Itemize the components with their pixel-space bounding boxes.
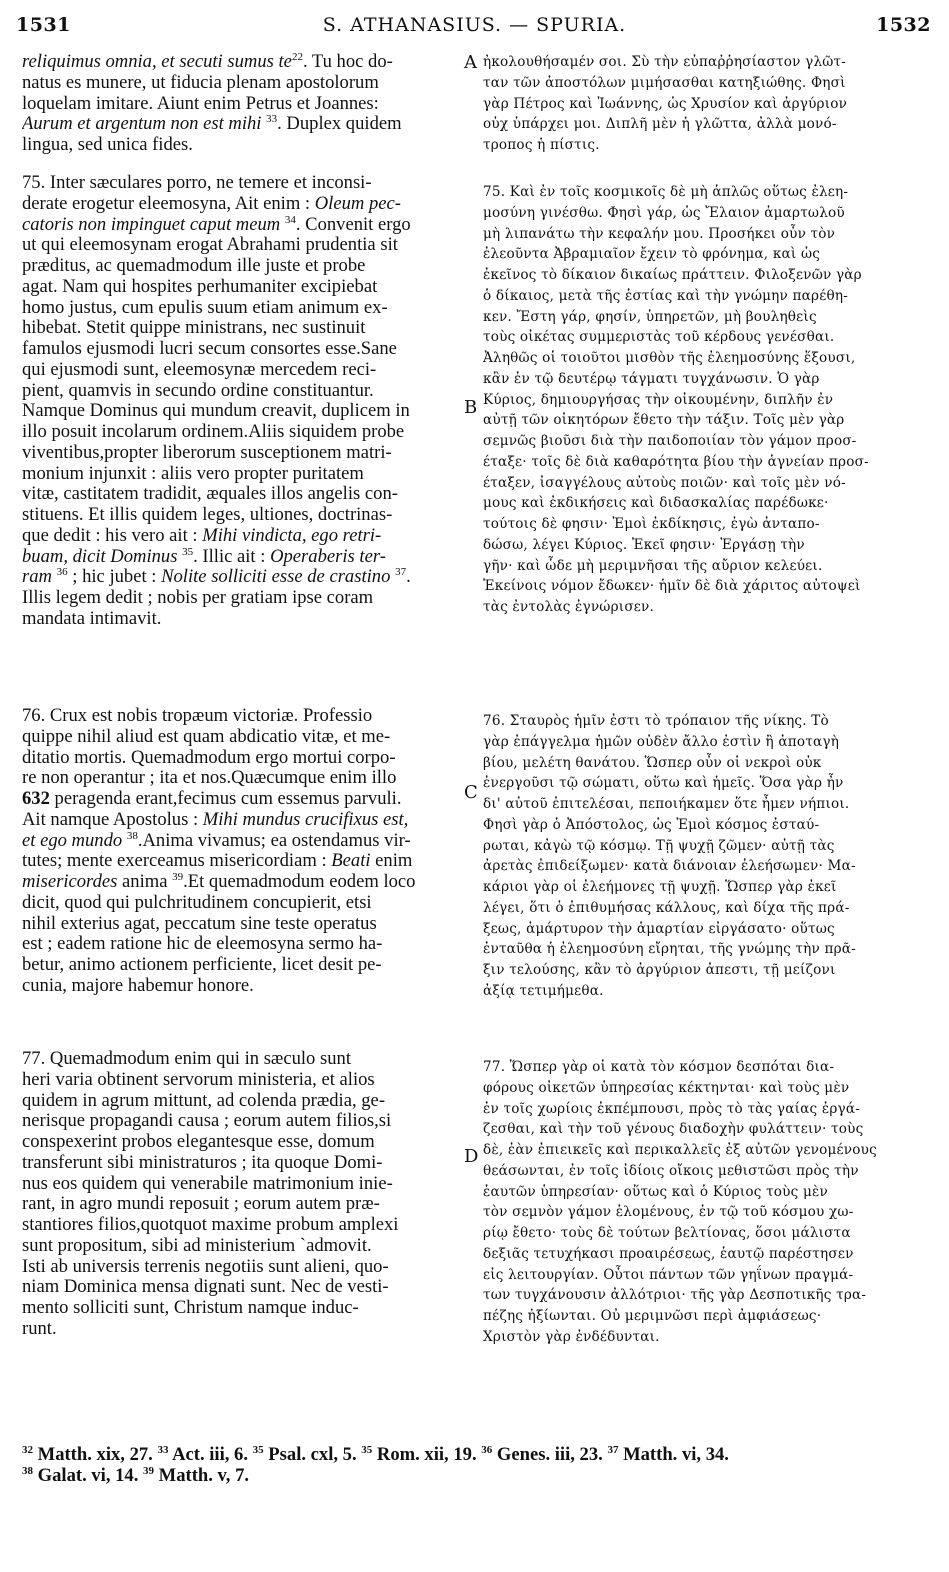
text-run: κάριοι γὰρ οἱ ἐλεήμονες τῇ ψυχῇ. Ὥσπερ γὰρ ἐκεῖ: [483, 879, 837, 895]
greek-line: [483, 753, 929, 774]
greek-line: [483, 1140, 929, 1161]
text-run: Ἐκείνοις νόμον ἔδωκεν· ἡμῖν δὲ διὰ χάριτος αὐτοψεὶ: [483, 578, 861, 595]
text-run: δεξιᾶς τετυχήκασι προαιρέσεως, ἑαυτῷ παρέστησεν: [483, 1245, 854, 1262]
greek-line: [483, 410, 929, 431]
footnote-line: [22, 1444, 932, 1465]
text-run: κεν. Ἔστη γάρ, φησίν, ὑπηρετῶν, μὴ βουληθεὶς: [483, 308, 817, 325]
text-run: ditatio mortis. Quemadmodum ergo mortui corpo-: [22, 747, 396, 768]
italic-quotation: buam, dicit Dominus: [22, 546, 178, 567]
greek-line: [483, 1161, 929, 1182]
latin-line: [22, 235, 458, 256]
footnote-reference: 35: [252, 1444, 264, 1456]
italic-quotation: et ego mundo: [22, 830, 123, 851]
greek-line: [483, 307, 929, 328]
greek-line: [483, 535, 929, 556]
text-run: των τυγχάνουσιν ἀλλότριοι· τῆς γὰρ Δεσποτικῆς τρα-: [483, 1287, 867, 1304]
italic-quotation: Aurum et argentum non est mihi: [22, 114, 262, 135]
greek-line: [483, 981, 929, 1002]
text-run: τοὺς οἰκέτας συμμεριστὰς τοῦ κέρδους γενέσθαι.: [483, 329, 835, 346]
text-run: γῆν· καὶ ὧδε μὴ μεριμνῆσαι τῆς αὔριον κελεύει.: [483, 557, 823, 574]
greek-line: [483, 960, 929, 981]
italic-quotation: ram: [22, 567, 52, 588]
text-run: .Anima vivamus; ea ostendamus vir-: [137, 830, 411, 851]
text-run: ἀρετὰς ἐπιδείξωμεν· κατὰ διάνοιαν ἐλεήσωμεν· Μα-: [483, 858, 856, 875]
latin-line: [22, 484, 458, 505]
text-run: αὐτῇ τῶν οἰκητόρων ἔθετο τὴν τάξιν. Τοῖς μὲν γὰρ: [483, 412, 845, 429]
greek-line: [483, 473, 929, 494]
latin-line: [22, 526, 458, 547]
latin-line: [22, 256, 458, 277]
text-run: Isti ab universis terrenis negotiis sunt alieni, quo-: [22, 1256, 389, 1277]
greek-line: [483, 1078, 929, 1099]
text-run: ἀξίᾳ τετιμήμεθα.: [483, 982, 604, 999]
text-run: loquelam imitare. Aiunt enim Petrus et Joannes:: [22, 93, 379, 114]
greek-line: [483, 94, 929, 115]
footnote-reference: 35: [182, 546, 194, 558]
greek-line: [483, 390, 929, 411]
greek-line: [483, 836, 929, 857]
text-run: runt.: [22, 1318, 57, 1339]
text-run: ἐλεοῦντα Ἀβραμιαῖον ἔχειν τὸ φρόνημα, καὶ ὡς: [483, 246, 821, 263]
text-run: οὐχ ὑπάρχει μοι. Διπλῆ μὲν ἡ γλῶττα, ἀλλὰ μονό-: [483, 116, 837, 133]
latin-line: [22, 768, 458, 789]
greek-line: [483, 348, 929, 369]
greek-line: [483, 327, 929, 348]
text-run: ὁ δίκαιος, μετὰ τῆς ἑστίας καὶ τὴν γνώμην παρέθη-: [483, 287, 848, 304]
greek-line: [483, 898, 929, 919]
latin-line: [22, 1257, 458, 1278]
italic-quotation: Beati: [331, 851, 371, 872]
greek-line: [483, 265, 929, 286]
latin-line: [22, 381, 458, 402]
latin-line: [22, 318, 458, 339]
latin-line: [22, 1277, 458, 1298]
text-run: σεμνῶς βιοῦσι διὰ τὴν παιδοποιίαν τὸν γάμον προσ-: [483, 433, 857, 449]
text-run: γὰρ ἐπάγγελμα ἡμῶν οὐδὲν ἄλλο ἐστὶν ἢ ἀποταγὴ: [483, 733, 840, 750]
text-run: agat. Nam qui hospites perhumaniter excipiebat: [22, 276, 378, 297]
margin-marker-d: D: [464, 1146, 479, 1167]
text-run: rant, in agro mundi reposuit ; eorum autem præ-: [22, 1194, 380, 1215]
latin-line: [22, 215, 458, 236]
greek-line: [483, 939, 929, 960]
latin-line: [22, 1153, 458, 1174]
greek-line: [483, 244, 929, 265]
text-run: ἐν τοῖς χωρίοις ἐκπέμπουσι, πρὸς τὸ τὰς γαίας ἐργά-: [483, 1100, 861, 1117]
margin-marker-c: C: [464, 782, 478, 803]
greek-line: [483, 1244, 929, 1265]
text-run: illo posuit incolarum ordinem.Aliis siquidem probe: [22, 422, 405, 442]
latin-line: [22, 567, 458, 588]
greek-line: [483, 732, 929, 753]
text-run: qui ejusmodi sunt, eleemosynæ mercedem reci-: [22, 359, 377, 380]
text-run: βίου, μελέτη θανάτου. Ὥσπερ οὖν οἱ νεκροὶ οὐκ: [483, 754, 822, 771]
text-run: tutes; mente exerceamus misericordiam :: [22, 851, 332, 872]
text-run: τὰς ἐντολὰς ἐγνώρισεν.: [483, 599, 655, 615]
text-run: 77. Quemadmodum enim qui in sæculo sunt: [22, 1049, 351, 1069]
footnote-reference: 34: [284, 214, 296, 226]
latin-line: [22, 810, 458, 831]
latin-line: [22, 464, 458, 485]
text-run: ἐνταῦθα ἡ ἐλεημοσύνη εἴρηται, τῆς γνώμης τὴν πρᾶ-: [483, 941, 856, 958]
greek-line: [483, 73, 929, 94]
latin-line: [22, 1091, 458, 1112]
right-column-number: 1532: [876, 14, 931, 36]
text-run: Galat. vi, 14.: [33, 1465, 144, 1486]
latin-line: [22, 339, 458, 360]
text-run: μὴ λιπανάτω τὴν κεφαλήν μου. Προσήκει οὖν τὸν: [483, 225, 836, 242]
greek-line: [483, 286, 929, 307]
greek-line: [483, 856, 929, 877]
running-title: S. ATHANASIUS. — SPURIA.: [322, 14, 627, 36]
greek-line: [483, 556, 929, 577]
greek-line: [483, 1306, 929, 1327]
latin-line: [22, 1298, 458, 1319]
text-run: homo justus, cum epulis suum etiam animum ex-: [22, 297, 388, 318]
greek-line: [483, 52, 929, 73]
footnote-reference: 36: [481, 1444, 493, 1456]
latin-paragraph-76: [22, 706, 458, 997]
text-run: Rom. xii, 19.: [372, 1444, 482, 1465]
latin-line: [22, 1236, 458, 1257]
text-run: stantiores filios,quotquot maxime probum amplexi: [22, 1215, 399, 1235]
text-run: nus eos quidem qui venerabile matrimonium inie-: [22, 1173, 393, 1194]
footnote-reference: 39: [143, 1465, 155, 1477]
margin-marker-b: B: [464, 397, 478, 418]
text-run: quidem in agrum mittunt, ad colenda prædia, ge-: [22, 1090, 386, 1111]
text-run: Ἀληθῶς οἱ τοιοῦτοι μισθὸν τῆς ἐλεημοσύνης ἕξουσι,: [483, 350, 856, 366]
text-run: natus es munere, ut fiducia plenam apostolorum: [22, 72, 379, 93]
text-run: ἐνεργοῦσι τῷ σώματι, οὕτω καὶ ἡμεῖς. Ὅσα γὰρ ἦν: [483, 775, 844, 792]
text-run: conspexerint probos elegantesque esse, domum: [22, 1132, 375, 1152]
footnote-reference: 39: [172, 872, 184, 883]
text-run: heri varia obtinent servorum ministeria, et alios: [22, 1069, 375, 1090]
latin-line: [22, 1111, 458, 1132]
greek-line: [483, 919, 929, 940]
footnote-reference: 37: [395, 567, 407, 579]
greek-paragraph-76: [483, 711, 929, 1002]
latin-line: [22, 360, 458, 381]
text-run: Matth. vi, 34.: [618, 1444, 729, 1465]
text-run: re non operantur ; ita et nos.Quæcumque enim illo: [22, 768, 397, 789]
greek-line: [483, 794, 929, 815]
footnotes: [22, 1444, 932, 1486]
text-run: τροπος ἡ πίστις.: [483, 137, 600, 153]
italic-quotation: Nolite solliciti esse de crastino: [161, 567, 391, 588]
text-run: Psal. cxl, 5.: [263, 1444, 362, 1465]
text-run: Genes. iii, 23.: [492, 1444, 608, 1465]
text-run: famulos ejusmodi lucri secum consortes esse.Sane: [22, 339, 397, 359]
text-run: μους καὶ ἐκδικήσεις καὶ διδασκαλίας παρέδωκε·: [483, 495, 829, 512]
text-run: Ait namque Apostolus :: [22, 809, 203, 830]
greek-line: [483, 1327, 929, 1348]
text-run: έταξεν, ἰσαγγέλους αὐτοὺς ποιῶν· καὶ τοῖς μὲν νό-: [483, 474, 846, 491]
greek-line: [483, 114, 929, 135]
latin-line: [22, 401, 458, 422]
text-run: vitæ, castitatem tradidit, æquales illos angelis con-: [22, 484, 398, 505]
text-run: peragenda erant,fecimus cum essemus parvuli.: [49, 789, 402, 809]
text-run: 75. Inter sæculares porro, ne temere et inconsi-: [22, 173, 372, 193]
greek-line: [483, 224, 929, 245]
latin-line: [22, 443, 458, 464]
text-run: mandata intimavit.: [22, 608, 162, 629]
text-run: .: [406, 567, 411, 588]
latin-line: [22, 173, 458, 194]
text-run: derate erogetur eleemosyna, Ait enim :: [22, 193, 315, 214]
text-run: ut qui eleemosynam erogat Abrahami prudentia sit: [22, 235, 398, 256]
text-run: transferunt sibi ministraturos ; ita quoque Domi-: [22, 1152, 383, 1173]
latin-line: [22, 934, 458, 955]
latin-line: [22, 52, 458, 73]
latin-line: [22, 94, 458, 115]
latin-line: [22, 609, 458, 630]
text-run: que dedit : his vero ait :: [22, 525, 203, 546]
text-run: ρίῳ ἔθετο· τοὺς δὲ τούτων βελτίονας, ὅσοι μάλιστα: [483, 1225, 851, 1241]
text-run: cunia, majore habemur honore.: [22, 975, 254, 996]
text-run: εἰς λειτουργίαν. Οὗτοι πάντων τῶν γηΐνων πραγμά-: [483, 1266, 854, 1283]
text-run: τὸν σεμνὸν γάμον ἑλομένους, ἐν τῷ τοῦ κόσμου χω-: [483, 1204, 854, 1221]
latin-line: [22, 1215, 458, 1236]
greek-line: [483, 711, 929, 732]
footnote-reference: 38: [22, 1465, 33, 1477]
greek-line: [483, 1182, 929, 1203]
latin-line: [22, 955, 458, 976]
text-run: ξιν τελούσης, κἂν τὸ ἀργύριον ἀπεστι, τῇ μείζονι: [483, 962, 836, 978]
latin-line: [22, 851, 458, 872]
text-run: præditus, ac quemadmodum ille juste et probe: [22, 256, 366, 276]
text-run: δι' αὐτοῦ ἐπιτελέσαι, πεποιήκαμεν ὅτε ἦμεν νήπιοι.: [483, 796, 850, 812]
text-run: δώσω, λέγει Κύριος. Ἐκεῖ φησιν· Ἐργάσῃ τὴν: [483, 536, 805, 553]
text-run: ταν τῶν ἀποστόλων μιμήσασθαι κατηξιώθης. Φησὶ: [483, 74, 846, 91]
latin-line: [22, 976, 458, 997]
footnote-reference: 38: [126, 830, 138, 842]
latin-line: [22, 872, 458, 893]
text-run: enim: [370, 851, 413, 872]
text-run: dicit, quod qui pulchritudinem concupierit, etsi: [22, 892, 372, 913]
text-run: ρωται, κἀγὼ τῷ κόσμῳ. Τῇ ψυχῇ ζῶμεν· αὐτῇ τὰς: [483, 837, 835, 854]
latin-line: [22, 1174, 458, 1195]
latin-line: [22, 194, 458, 215]
text-run: Χριστὸν γὰρ ἐνδέδυνται.: [483, 1328, 660, 1345]
margin-marker-a: A: [464, 52, 477, 73]
italic-quotation: reliquimus omnia, et secuti sumus te: [22, 52, 292, 72]
latin-line: [22, 893, 458, 914]
latin-line: [22, 114, 458, 135]
greek-paragraph-75: [483, 182, 929, 618]
text-run: Κύριος, δημιουργήσας τὴν οἰκουμένην, διπλῆν ἐν: [483, 391, 834, 408]
text-run: sunt propositum, sibi ad ministerium `admovit.: [22, 1235, 372, 1256]
greek-line: [483, 1223, 929, 1244]
italic-quotation: Oleum pec-: [314, 193, 401, 214]
latin-line: [22, 831, 458, 852]
text-run: 76. Σταυρὸς ἡμῖν ἐστι τὸ τρόπαιον τῆς νίκης. Τὸ: [483, 713, 829, 729]
latin-line: [22, 1049, 458, 1070]
latin-line: [22, 914, 458, 935]
italic-quotation: catoris non impinguet caput meum: [22, 214, 281, 235]
text-run: πέζης ἠξίωνται. Οὐ μεριμνῶσι περὶ ἀμφιάσεως·: [483, 1308, 822, 1324]
footnote-reference: 22: [291, 52, 303, 63]
latin-line: [22, 588, 458, 609]
text-run: nihil exterius agat, peccatum sine teste operatus: [22, 913, 377, 934]
greek-line: [483, 203, 929, 224]
greek-line: [483, 773, 929, 794]
text-run: 77. Ὥσπερ γὰρ οἱ κατὰ τὸν κόσμον δεσπόται δια-: [483, 1059, 835, 1075]
latin-line: [22, 1132, 458, 1153]
greek-line: [483, 369, 929, 390]
latin-line: [22, 298, 458, 319]
latin-line: [22, 1194, 458, 1215]
text-run: λέγει, ὅτι ὁ ἐπιθυμήσας κάλλους, καὶ δίχα τῆς πρά-: [483, 899, 850, 916]
text-run: μοσύνη γινέσθω. Φησὶ γάρ, ὡς Ἔλαιον ἁμαρτωλοῦ: [483, 204, 845, 221]
text-run: Matth. v, 7.: [154, 1465, 250, 1486]
greek-line: [483, 1057, 929, 1078]
latin-line: [22, 1319, 458, 1340]
greek-line: [483, 1265, 929, 1286]
latin-line: [22, 135, 458, 156]
greek-line: [483, 1285, 929, 1306]
text-run: ἑαυτῶν ὑπηρεσίαν· οὕτως καὶ ὁ Κύριος τοὺς μὲν: [483, 1183, 828, 1200]
text-run: stituens. Et illis quidem leges, ultiones, doctrinas-: [22, 505, 393, 525]
latin-paragraph-77: [22, 1049, 458, 1340]
text-run: est ; eadem ratione hic de eleemosyna sermo ha-: [22, 934, 383, 955]
text-run: τούτοις δὲ φησιν· Ἐμοὶ ἐκδίκησις, ἐγὼ ἀνταπο-: [483, 516, 820, 532]
greek-line: [483, 452, 929, 473]
latin-line: [22, 277, 458, 298]
left-column-number: 1531: [16, 14, 71, 36]
text-run: quippe nihil aliud est quam abdicatio vitæ, et me-: [22, 726, 391, 747]
margin-page-number: 632: [22, 789, 50, 809]
text-run: φόρους οἰκετῶν ὑπηρεσίας κέκτηνται· καὶ τοὺς μὲν: [483, 1079, 850, 1096]
italic-quotation: Mihi vindicta, ego retri-: [202, 525, 382, 546]
footnote-reference: 33: [266, 114, 278, 126]
latin-line: [22, 727, 458, 748]
latin-paragraph-75: [22, 173, 458, 630]
text-run: δὲ, ἐὰν ἐπιεικεῖς καὶ περικαλλεῖς ἐξ αὐτῶν γενομένους: [483, 1142, 877, 1158]
text-run: Φησὶ γὰρ ὁ Ἀπόστολος, ὡς Ἐμοὶ κόσμος ἐσταύ-: [483, 816, 820, 833]
greek-line: [483, 597, 929, 618]
greek-line: [483, 877, 929, 898]
italic-quotation: Mihi mundus crucifixus est,: [202, 809, 409, 830]
text-run: anima: [117, 872, 173, 892]
text-run: viventibus,propter liberorum susceptionem matri-: [22, 442, 392, 463]
text-run: hibebat. Stetit quippe ministrans, nec sustinuit: [22, 318, 366, 339]
text-run: . Illic ait :: [193, 546, 271, 567]
greek-paragraph-continuation: [483, 52, 929, 156]
text-run: θεάσωνται, ἐν τοῖς ἰδίοις οἴκοις μεθιστῶσι πρὸς τὴν: [483, 1162, 859, 1179]
text-run: . Convenit ergo: [295, 214, 411, 235]
greek-line: [483, 493, 929, 514]
footnote-reference: 37: [607, 1444, 619, 1456]
text-run: κἂν ἐν τῷ δευτέρῳ τάγματι τυγχάνωσιν. Ὁ γὰρ: [483, 370, 820, 387]
text-run: ἠκολουθήσαμέν σοι. Σὺ τὴν εὐπαῤῥησίαστον γλῶτ-: [483, 54, 847, 70]
text-run: ξεως, ἁμάρτυρον τὴν ἁμαρτίαν εἰργάσατο· οὕτως: [483, 920, 835, 937]
text-run: 76. Crux est nobis tropæum victoriæ. Professio: [22, 706, 373, 726]
latin-line: [22, 422, 458, 443]
text-run: Illis legem dedit ; nobis per gratiam ipse coram: [22, 588, 374, 608]
latin-line: [22, 73, 458, 94]
italic-quotation: misericordes: [22, 872, 118, 892]
text-run: γὰρ Πέτρος καὶ Ἰωάννης, ὡς Χρυσίον καὶ ἀργύριον: [483, 95, 848, 112]
greek-line: [483, 1202, 929, 1223]
footnote-reference: 33: [157, 1444, 169, 1456]
italic-quotation: Operaberis ter-: [270, 546, 386, 567]
greek-line: [483, 135, 929, 156]
latin-line: [22, 789, 458, 810]
text-run: mento solliciti sunt, Christum namque induc-: [22, 1298, 359, 1318]
greek-line: [483, 431, 929, 452]
latin-line: [22, 748, 458, 769]
text-run: 75. Καὶ ἐν τοῖς κοσμικοῖς δὲ μὴ ἁπλῶς οὕτως ἐλεη-: [483, 184, 849, 200]
text-run: niam Dominica mensa dignati sunt. Nec de vesti-: [22, 1277, 389, 1298]
footnote-reference: 36: [56, 567, 68, 579]
text-run: ζεσθαι, καὶ τὴν τοῦ γένους διαδοχὴν φυλάττειν· τοὺς: [483, 1121, 864, 1138]
text-run: betur, animo actionem perficiente, licet desit pe-: [22, 955, 382, 975]
text-run: Matth. xix, 27.: [33, 1444, 158, 1465]
text-run: Act. iii, 6.: [168, 1444, 253, 1465]
latin-line: [22, 505, 458, 526]
text-run: nerisque propagandi causa ; eorum autem filios,si: [22, 1111, 392, 1132]
greek-paragraph-77: [483, 1057, 929, 1348]
latin-line: [22, 1070, 458, 1091]
text-run: . Tu hoc do-: [302, 52, 393, 72]
text-run: lingua, sed unica fides.: [22, 135, 193, 155]
footnote-reference: 32: [22, 1444, 33, 1456]
latin-paragraph-continuation: [22, 52, 458, 156]
footnote-line: [22, 1465, 932, 1486]
text-run: Namque Dominus qui mundum creavit, duplicem in: [22, 401, 410, 422]
text-run: ἐκεῖνος τὸ δίκαιον δικαίως πράττειν. Φιλοξενῶν γὰρ: [483, 267, 862, 283]
footnote-reference: 35: [361, 1444, 373, 1456]
greek-line: [483, 514, 929, 535]
greek-line: [483, 576, 929, 597]
greek-line: [483, 1119, 929, 1140]
text-run: . Duplex quidem: [277, 114, 402, 135]
text-run: έταξε· τοῖς δὲ διὰ καθαρότητα βίου τὴν ἁγνείαν προσ-: [483, 453, 869, 470]
latin-line: [22, 547, 458, 568]
text-run: ; hic jubet :: [67, 567, 162, 588]
text-run: monium injunxit : aliis vero propter puritatem: [22, 463, 364, 484]
greek-line: [483, 1099, 929, 1120]
text-run: .Et quemadmodum eodem loco: [183, 872, 416, 892]
greek-line: [483, 815, 929, 836]
greek-line: [483, 182, 929, 203]
latin-line: [22, 706, 458, 727]
text-run: pient, quamvis in secundo ordine constituantur.: [22, 380, 374, 401]
